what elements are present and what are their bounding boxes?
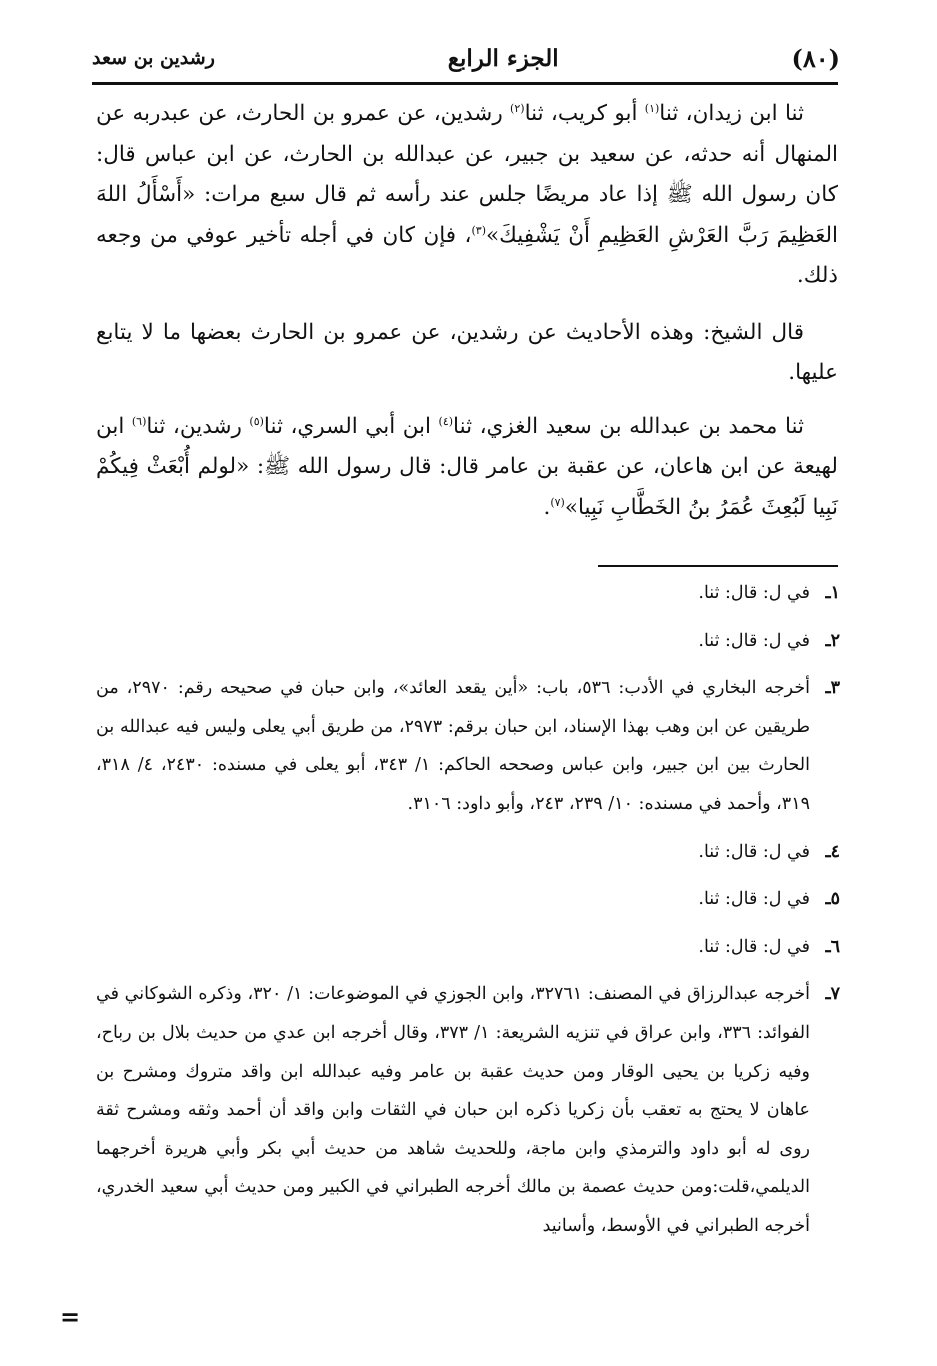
text-run: ثنا ابن زيدان، ثنا: [659, 101, 804, 126]
footnote: [96, 975, 840, 1245]
page-header: [92, 38, 840, 78]
volume-title: الجزء الرابع: [447, 44, 559, 72]
footnote-number: ٣ـ: [825, 678, 840, 699]
footnote: [96, 669, 840, 823]
footnote-text: في ل: قال: ثنا.: [698, 841, 810, 862]
footnote-number: ٦ـ: [825, 936, 840, 957]
footnote-ref: (٧): [550, 495, 565, 509]
footnote-number: ٢ـ: [825, 630, 840, 651]
footnote-ref: (٢): [510, 101, 525, 115]
text-run: أبو كريب، ثنا: [524, 101, 645, 126]
text-run: ، فإن كان في أجله تأخير عوفي من وجعه ذلك.: [96, 222, 838, 288]
continuation-mark: =: [60, 1302, 81, 1331]
footnote-text: في ل: قال: ثنا.: [698, 630, 810, 651]
footnote-ref: (٣): [471, 223, 486, 237]
footnote-number: ٤ـ: [825, 841, 840, 862]
footnote-text: في ل: قال: ثنا.: [698, 936, 810, 957]
footnote: [96, 622, 840, 661]
text-run: قال الشيخ: وهذه الأحاديث عن رشدين، عن عمرو بن الحارث بعضها ما لا يتابع عليها.: [96, 319, 838, 385]
footnote-text: في ل: قال: ثنا.: [698, 583, 810, 603]
text-run: ابن لهيعة عن ابن هاعان، عن عقبة بن عامر قال: قال رسول الله ﷺ: «لولم أُبْعَثْ فِيكُمْ نَبِيا لَبُعِثَ عُمَرُ بنُ الخَطَّابِ نَبِيا»: [96, 413, 838, 520]
author-name: رشدين بن سعد: [92, 47, 215, 69]
footnote-text: أخرجه عبدالرزاق في المصنف: ٣٢٧٦١، وابن الجوزي في الموضوعات: ١/ ٣٢٠، وذكره الشوكاني في الفوائد: ٣٣٦، وابن عراق في تنزيه الشريعة: ١/ ٣٧٣، وقال أخرجه ابن عدي من حديث بلال بن رباح، وفيه زكريا بن يحيى الوقار ومن حديث عقبة بن عامر وفيه عبدالله ابن واقد متروك ومشرح بن عاهان لا يحتج به تعقب بأن زكريا ذكره ابن حبان في الثقات وابن واقد أن أحمد وثقه ومشرح ثقة روى له أبو داود والترمذي وابن ماجة، وللحديث شاهد من حديث أبي بكر وأبي هريرة أخرجهما الديلمي،قلت:ومن حديث عصمة بن مالك أخرجه الطبراني في الكبير ومن حديث أبي سعيد الخدري، أخرجه الطبراني في الأوسط، وأسانيد: [96, 984, 810, 1236]
paragraph: [96, 313, 838, 394]
footnote-number: ٧ـ: [825, 984, 840, 1005]
paragraph: [96, 407, 838, 529]
footnote: [96, 574, 840, 613]
page-number: (٨٠): [791, 43, 840, 73]
text-run: رشدين، ثنا: [146, 413, 250, 439]
text-run: .: [543, 494, 551, 520]
footnote: [96, 928, 840, 967]
footnote: [96, 833, 840, 872]
header-rule: [92, 82, 838, 85]
footnote-number: ٥ـ: [825, 889, 840, 910]
text-run: ابن أبي السري، ثنا: [263, 413, 439, 439]
footnote-text: أخرجه البخاري في الأدب: ٥٣٦، باب: «أين يقعد العائد»، وابن حبان في صحيحه رقم: ٢٩٧٠، من طريقين عن ابن وهب بهذا الإسناد، ابن حبان برقم: ٢٩٧٣، من طريق أبي يعلى وليس فيه عبدالله بن الحارث بين ابن جبير، وابن عباس وصححه الحاكم: ١/ ٣٤٣، أبو يعلى في مسنده: ٢٤٣٠، ٤/ ٣١٨، ٣١٩، وأحمد في مسنده: ١٠/ ٢٣٩، ٢٤٣، وأبو داود: ٣١٠٦.: [96, 678, 811, 814]
text-run: رشدين، عن عمرو بن الحارث، عن عبدربه عن المنهال أنه حدثه، عن سعيد بن جبير، عن عبدالله بن الحارث، عن ابن عباس قال: كان رسول الله ﷺ إذا عاد مريضًا جلس عند رأسه ثم قال سبع مرات: «أَسْأَلُ اللهَ العَظِيمَ رَبَّ العَرْشِ العَظِيمِ أَنْ يَشْفِيكَ»: [96, 101, 838, 248]
footnote-separator: [598, 565, 838, 567]
footnote-text: في ل: قال: ثنا.: [698, 889, 810, 910]
footnote-number: ١ـ: [825, 583, 840, 603]
footnote-ref: (٦): [131, 414, 147, 428]
footnote: [96, 880, 840, 919]
footnote-ref: (١): [644, 101, 660, 115]
paragraph: [96, 94, 838, 297]
main-text: [96, 94, 838, 541]
footnote-ref: (٥): [249, 414, 264, 428]
footnote-ref: (٤): [438, 414, 454, 428]
footnotes: [96, 574, 840, 1255]
text-run: ثنا محمد بن عبدالله بن سعيد الغزي، ثنا: [453, 413, 804, 439]
